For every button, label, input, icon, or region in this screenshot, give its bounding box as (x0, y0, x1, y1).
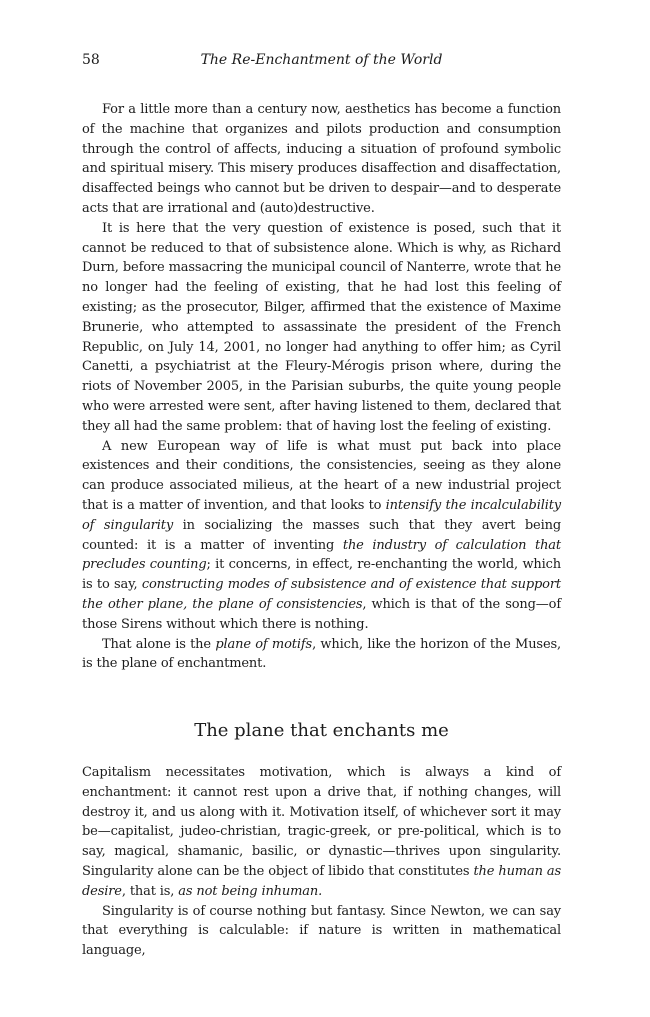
section-1-text (82, 100, 561, 674)
running-title: The Re-Enchantment of the World (200, 52, 443, 68)
section-heading: The plane that enchants me (194, 720, 449, 741)
paragraph-3-part-c: ; it concerns, in effect, re-enchanting the world, which is to say, (82, 557, 562, 593)
paragraph-3-part-b: in socializing the masses such that they avert being counted: it is a matter of inventing (82, 517, 561, 553)
paragraph-5 (82, 763, 561, 902)
paragraph-4-emphasis: plane of motifs (215, 636, 313, 652)
paragraph-3-emphasis-1: intensify the incalculability of singularity (82, 497, 562, 533)
paragraph-3-part-d: , which is that of the song—of those Sirens without which there is nothing. (82, 596, 561, 632)
section-2-text (82, 763, 561, 961)
paragraph-4-part-a: That alone is the (102, 636, 216, 652)
paragraph-2: It is here that the very question of existence is posed, such that it cannot be reduced to that of subsistence alone. Which is why, as Richard Durn, before massacring the municipal council of Nanterre, wrote that he no longer had the feeling of existing, that he had lost this feeling of existing; as the prosecutor, Bilger, affirmed that the existence of Maxime Brunerie, who attempted to assassinate the president of the French Republic, on July 14, 2001, no longer had anything to offer him; as Cyril Canetti, a psychiatrist at the Fleury-Mérogis prison where, during the riots of November 2005, in the Parisian suburbs, the quite young people who were arrested were sent, after having listened to them, declared that they all had the same problem: that of having lost the feeling of existing. (82, 220, 561, 434)
paragraph-3-emphasis-3: constructing modes of subsistence and of existence that support the other plane, the plane of consistencies (82, 577, 561, 612)
paragraph-3-part-a: A new European way of life is what must put back into place existences and their conditions, the consistencies, seeing as they alone can produce associated milieus, at the heart of a new industrial project that is a matter of invention, and that looks to (82, 438, 561, 513)
paragraph-5-part-b: , that is, (121, 883, 179, 899)
paragraph-6: Singularity is of course nothing but fantasy. Since Newton, we can say that everything is calculable: if nature is written in mathematical language, (82, 903, 561, 959)
paragraph-5-part-a: Capitalism necessitates motivation, which is always a kind of enchantment: it cannot rest upon a drive that, if nothing changes, will destroy it, and us along with it. Motivation itself, of whichever sort it may be—capitalist, judeo-christian, tragic-greek, or pre-political, which is to say, magical, shamanic, basilic, or dynastic—thrives upon singularity. Singularity alone can be the object of libido that constitutes (82, 765, 561, 879)
paragraph-4-part-b: , which, like the horizon of the Muses, is the plane of enchantment. (82, 636, 561, 672)
paragraph-4 (82, 635, 561, 675)
paragraph-3-emphasis-2: the industry of calculation that precludes counting (82, 537, 561, 573)
paragraph-5-emphasis-1: the human as desire (82, 863, 561, 899)
paragraph-1: For a little more than a century now, aesthetics has become a function of the machine that organizes and pilots production and consumption through the control of affects, inducing a situation of profound symbolic and spiritual misery. This misery produces disaffection and disaffectation, disaffected beings who cannot but be driven to despair—and to desperate acts that are irrational and (auto)destructive. (82, 102, 561, 216)
running-head (82, 52, 561, 72)
page-number: 58 (82, 52, 100, 68)
paragraph-5-emphasis-2: as not being inhuman. (178, 883, 323, 899)
paragraph-3 (82, 437, 561, 635)
